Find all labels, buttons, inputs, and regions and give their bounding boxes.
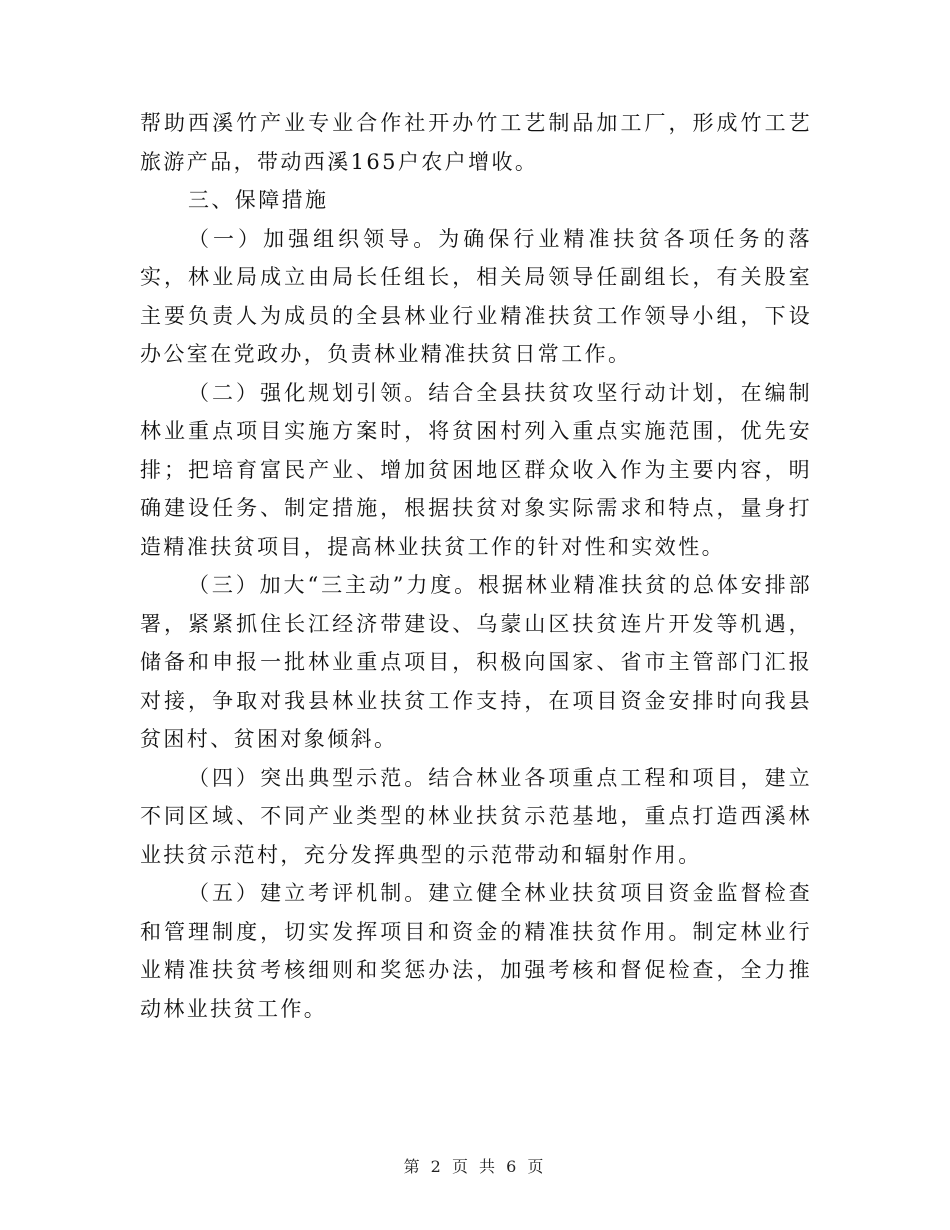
paragraph-organization-leadership: （一）加强组织领导。为确保行业精准扶贫各项任务的落实，林业局成立由局长任组长，相关局领导任副组长，有关股室主要负责人为成员的全县林业行业精准扶贫工作领导小组，下设办公室在党政办，负责林业精准扶贫日常工作。 xyxy=(140,226,812,366)
paragraph-evaluation-mechanism: （五）建立考评机制。建立健全林业扶贫项目资金监督检查和管理制度，切实发挥项目和资金的精准扶贫作用。制定林业行业精准扶贫考核细则和奖惩办法，加强考核和督促检查，全力推动林业扶贫工作。 xyxy=(140,881,812,1021)
page-number-label: 第 2 页 共 6 页 xyxy=(403,1157,547,1176)
document-body xyxy=(140,104,812,1028)
paragraph-three-initiatives: （三）加大“三主动”力度。根据林业精准扶贫的总体安排部署，紧紧抓住长江经济带建设、乌蒙山区扶贫连片开发等机遇，储备和申报一批林业重点项目，积极向国家、省市主管部门汇报对接，争取对我县林业扶贫工作支持，在项目资金安排时向我县贫困村、贫困对象倾斜。 xyxy=(140,573,812,751)
section-heading-safeguards: 三、保障措施 xyxy=(188,188,329,212)
paragraph-typical-demonstration: （四）突出典型示范。结合林业各项重点工程和项目，建立不同区域、不同产业类型的林业扶贫示范基地，重点打造西溪林业扶贫示范村，充分发挥典型的示范带动和辐射作用。 xyxy=(140,765,812,867)
page-footer xyxy=(0,1154,950,1177)
paragraph-intro-continuation: 帮助西溪竹产业专业合作社开办竹工艺制品加工厂，形成竹工艺旅游产品，带动西溪165户农户增收。 xyxy=(140,111,812,174)
paragraph-planning-guidance: （二）强化规划引领。结合全县扶贫攻坚行动计划，在编制林业重点项目实施方案时，将贫困村列入重点实施范围，优先安排；把培育富民产业、增加贫困地区群众收入作为主要内容，明确建设任务、制定措施，根据扶贫对象实际需求和特点，量身打造精准扶贫项目，提高林业扶贫工作的针对性和实效性。 xyxy=(140,380,812,559)
